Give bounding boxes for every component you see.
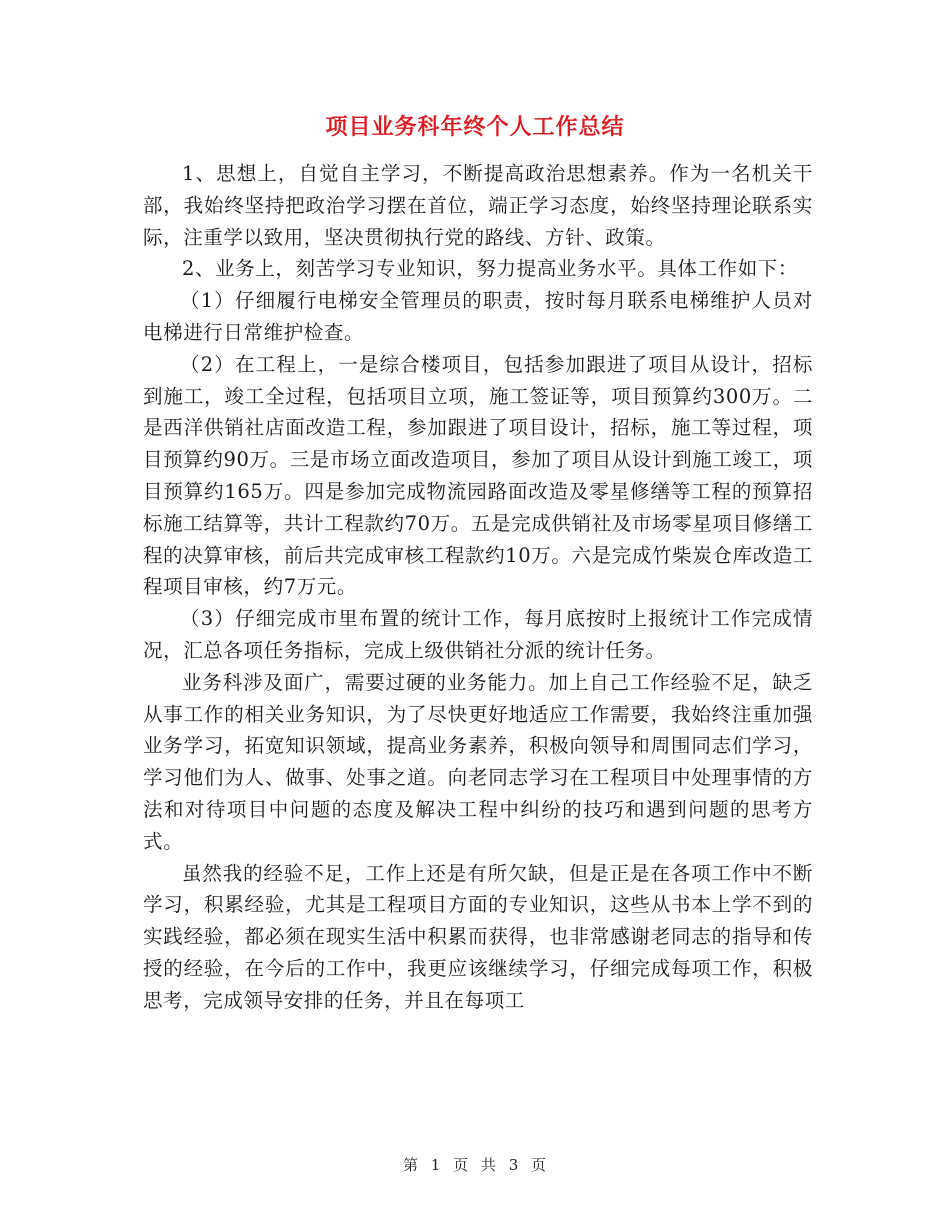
footer-page-word: 页 (453, 1156, 470, 1174)
paragraph-item-1: （1）仔细履行电梯安全管理员的职责，按时每月联系电梯维护人员对电梯进行日常维护检查。 (143, 289, 813, 344)
page-footer (0, 1154, 950, 1175)
paragraph-thought: 1、思想上，自觉自主学习，不断提高政治思想素养。作为一名机关干部，我始终坚持把政治学习摆在首位，端正学习态度，始终坚持理论联系实际，注重学以致用，坚决贯彻执行党的路线、方针、政策。 (143, 162, 813, 249)
footer-suffix: 页 (531, 1156, 548, 1174)
paragraph-item-2: （2）在工程上，一是综合楼项目，包括参加跟进了项目从设计，招标到施工，竣工全过程，包括项目立项，施工签证等，项目预算约300万。二是西洋供销社店面改造工程，参加跟进了项目设计，招标，施工等过程，项目预算约90万。三是市场立面改造项目，参加了项目从设计到施工竣工，项目预算约165万。四是参加完成物流园路面改造及零星修缮等工程的预算招标施工结算等，共计工程款约70万。五是完成供销社及市场零星项目修缮工程的决算审核，前后共完成审核工程款约10万。六是完成竹柴炭仓库改造工程项目审核，约7万元。 (143, 352, 813, 599)
footer-total-pages: 3 (508, 1156, 520, 1174)
paragraph-learning: 业务科涉及面广，需要过硬的业务能力。加上自己工作经验不足，缺乏从事工作的相关业务知识，为了尽快更好地适应工作需要，我始终注重加强业务学习，拓宽知识领域，提高业务素养，积极向领导和周围同志们学习，学习他们为人、做事、处事之道。向老同志学习在工程项目中处理事情的方法和对待项目中问题的态度及解决工程中纠纷的技巧和遇到问题的思考方式。 (143, 670, 813, 853)
footer-prefix: 第 (402, 1156, 419, 1174)
paragraph-business: 2、业务上，刻苦学习专业知识，努力提高业务水平。具体工作如下： (182, 257, 799, 281)
paragraph-item-3: （3）仔细完成市里布置的统计工作，每月底按时上报统计工作完成情况，汇总各项任务指标，完成上级供销社分派的统计任务。 (143, 607, 813, 662)
document-body (143, 158, 813, 1017)
document-title: 项目业务科年终个人工作总结 (325, 115, 625, 140)
paragraph-reflection: 虽然我的经验不足，工作上还是有所欠缺，但是正是在各项工作中不断学习，积累经验，尤其是工程项目方面的专业知识，这些从书本上学不到的实践经验，都必须在现实生活中积累而获得，也非常感谢老同志的指导和传授的经验，在今后的工作中，我更应该继续学习，仔细完成每项工作，积极思考，完成领导安排的任务，并且在每项工 (143, 861, 813, 1012)
footer-total-word: 共 (480, 1156, 497, 1174)
footer-page-number: 1 (430, 1156, 442, 1174)
